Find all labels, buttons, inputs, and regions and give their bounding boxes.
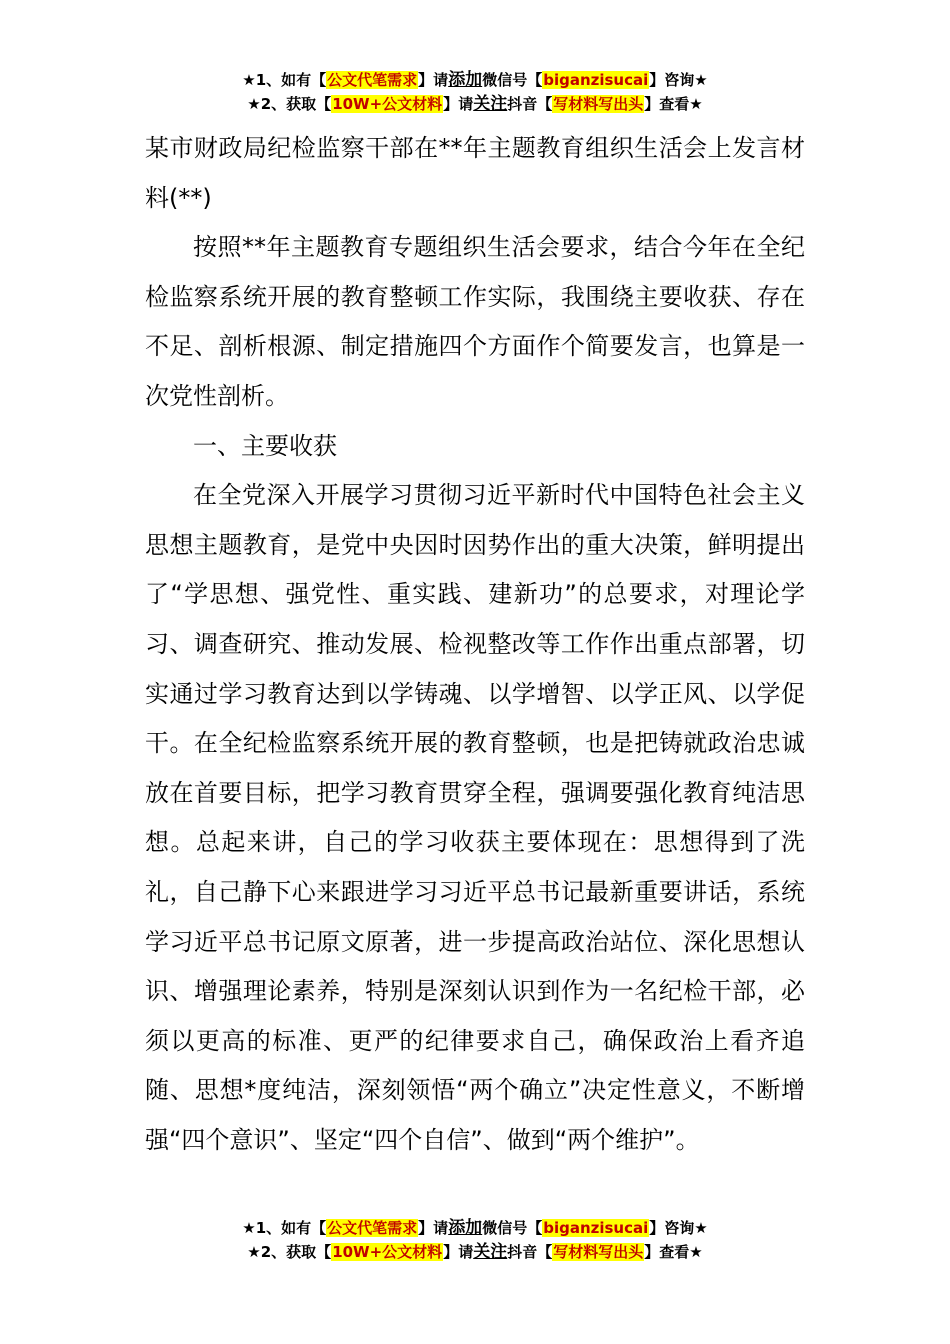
- highlight-douyin-id: 写材料写出头: [553, 95, 644, 113]
- highlight-materials: 10W+公文材料: [332, 1243, 443, 1261]
- promo-line-2: ★2、获取【10W+公文材料】请关注抖音【写材料写出头】查看★: [247, 1242, 703, 1262]
- underlined-add: 添加: [448, 1218, 483, 1238]
- promo-line-1: ★1、如有【公文代笔需求】请添加微信号【biganzisucai】咨询★: [242, 1218, 708, 1238]
- section-body-paragraph: 在全党深入开展学习贯彻习近平新时代中国特色社会主义思想主题教育，是党中央因时因势作出的重大决策，鲜明提出了“学思想、强党性、重实践、建新功”的总要求，对理论学习、调查研究、推动发展、检视整改等工作作出重点部署，切实通过学习教育达到以学铸魂、以学增智、以学正风、以学促干。在全纪检监察系统开展的教育整顿，也是把铸就政治忠诚放在首要目标，把学习教育贯穿全程，强调要强化教育纯洁思想。总起来讲，自己的学习收获主要体现在：思想得到了洗礼，自己静下心来跟进学习习近平总书记最新重要讲话，系统学习近平总书记原文原著，进一步提高政治站位、深化思想认识、增强理论素养，特别是深刻认识到作为一名纪检干部，必须以更高的标准、更严的纪律要求自己，确保政治上看齐追随、思想*度纯洁，深刻领悟“两个确立”决定性意义，不断增强“四个意识”、坚定“四个自信”、做到“两个维护”。: [145, 481, 805, 1154]
- document-title: 某市财政局纪检监察干部在**年主题教育组织生活会上发言材料(**): [145, 134, 805, 212]
- section-heading: 一、主要收获: [193, 431, 337, 460]
- star-icon: ★: [689, 95, 703, 113]
- promo-line-2: ★2、获取【10W+公文材料】请关注抖音【写材料写出头】查看★: [247, 94, 703, 114]
- intro-paragraph: 按照**年主题教育专题组织生活会要求，结合今年在全纪检监察系统开展的教育整顿工作实际，我围绕主要收获、存在不足、剖析根源、制定措施四个方面作个简要发言，也算是一次党性剖析。: [145, 233, 805, 410]
- highlight-douyin-id: 写材料写出头: [553, 1243, 644, 1261]
- star-icon: ★: [694, 1219, 708, 1237]
- underlined-follow: 关注: [473, 94, 508, 114]
- highlight-wechat-id: biganzisucai: [543, 1219, 649, 1237]
- promo-line-1: ★1、如有【公文代笔需求】请添加微信号【biganzisucai】咨询★: [242, 70, 708, 90]
- highlight-wechat-id: biganzisucai: [543, 71, 649, 89]
- underlined-add: 添加: [448, 70, 483, 90]
- star-icon: ★: [689, 1243, 703, 1261]
- document-body: [145, 124, 805, 1165]
- star-icon: ★: [242, 1219, 256, 1237]
- promo-banner-top: [0, 68, 950, 116]
- underlined-follow: 关注: [473, 1242, 508, 1262]
- highlight-materials: 10W+公文材料: [332, 95, 443, 113]
- star-icon: ★: [694, 71, 708, 89]
- star-icon: ★: [242, 71, 256, 89]
- highlight-service: 公文代笔需求: [327, 1219, 418, 1237]
- highlight-service: 公文代笔需求: [327, 71, 418, 89]
- star-icon: ★: [247, 95, 261, 113]
- star-icon: ★: [247, 1243, 261, 1261]
- promo-banner-bottom: [0, 1216, 950, 1264]
